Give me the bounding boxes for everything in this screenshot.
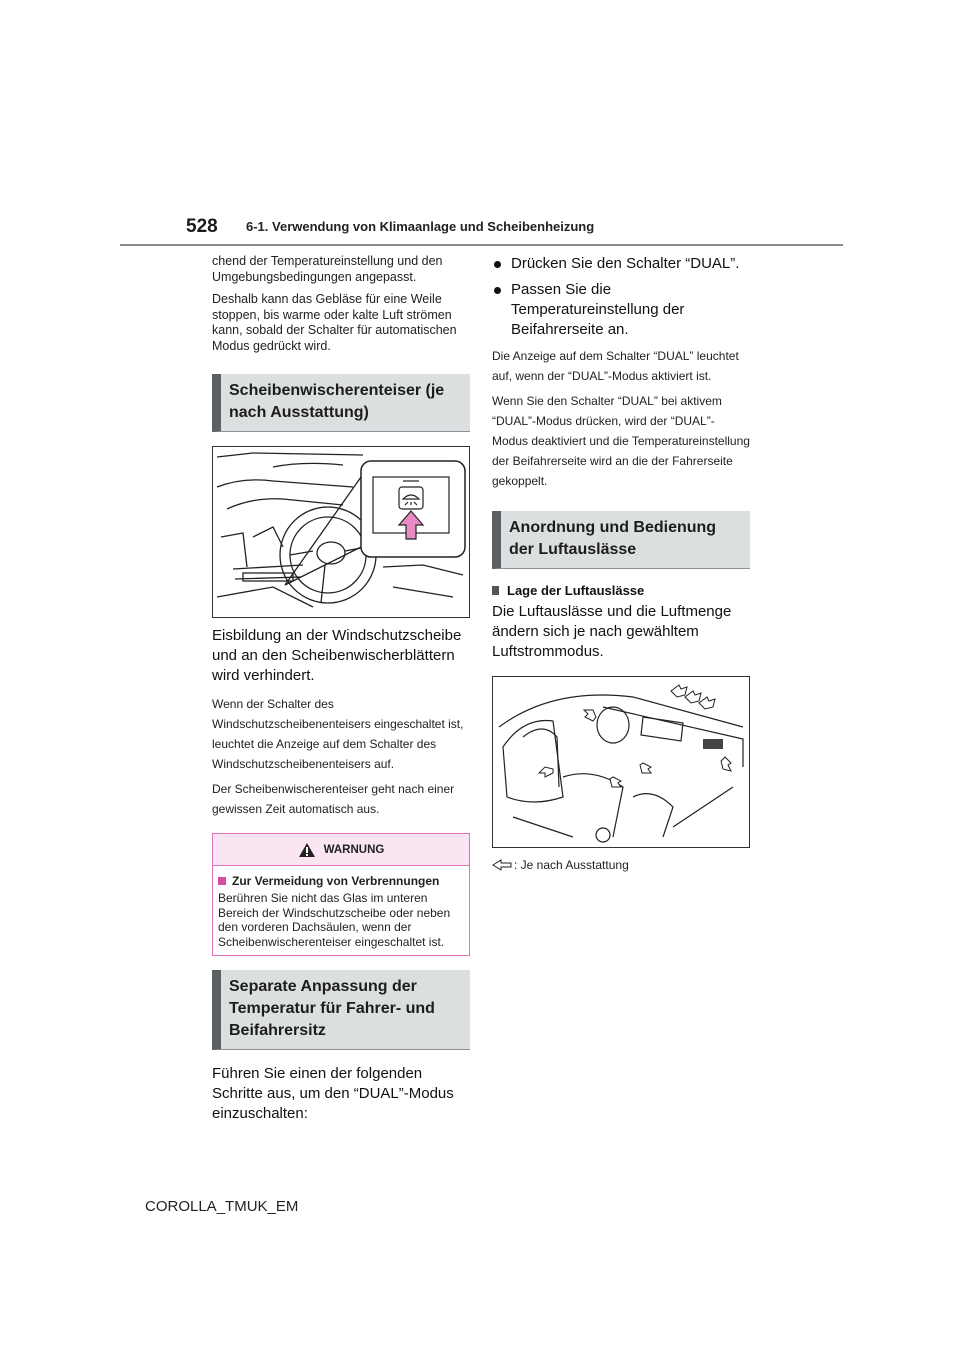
left-column [212,254,470,1132]
dual-paragraph-2: Wenn Sie den Schalter “DUAL” bei aktivem “DUAL”-Modus drücken, wird der “DUAL”-Modus deaktiviert und die Temperatureinstellung der Beifahrerseite wird an die der Fahrerseite gekoppelt. [492,394,750,488]
page-number: 528 [186,216,218,237]
right-column [492,254,750,872]
section-1-paragraph-2: Der Scheibenwischerenteiser geht nach einer gewissen Zeit automatisch aus. [212,782,455,816]
subheading-outlet-location [492,583,750,598]
warning-subtitle [218,874,464,888]
warning-text: Berühren Sie nicht das Glas im unteren Bereich der Windschutzscheibe oder neben den vorderen Dachsäulen, wenn der Scheibenwischerenteiser eingeschaltet ist. [218,891,451,949]
section-2-main-text: Führen Sie einen der folgenden Schritte aus, um den “DUAL”-Modus einzuschalten: [212,1065,454,1122]
vent-indicator [703,739,723,749]
bullet-dot-icon [494,261,501,268]
section-1-main-text: Eisbildung an der Windschutzscheibe und an den Scheibenwischerblättern wird verhindert. [212,627,462,684]
warning-triangle-icon [298,842,316,858]
section-title-wiper-deicer: Scheibenwischerenteiser (je nach Ausstattung) [212,374,470,432]
bullet-text: Drücken Sie den Schalter “DUAL”. [511,255,740,272]
warning-label: WARNUNG [323,843,385,856]
section-title-dual-temperature: Separate Anpassung der Temperatur für Fahrer- und Beifahrersitz [212,970,470,1050]
dashboard-illustration [213,447,469,617]
callout-lines [285,477,361,585]
warning-header [213,834,469,866]
equipment-note [492,858,750,872]
airflow-arrow-icon [492,859,512,871]
bullet-dot-icon [494,287,501,294]
cabin-illustration [493,677,749,847]
bullet-item [492,280,750,340]
section-1-paragraph-1: Wenn der Schalter des Windschutzscheibenenteisers eingeschaltet ist, leuchtet die Anzeige auf dem Schalter des Windschutzscheibenenteisers auf. [212,697,464,771]
wiper-deicer-figure [212,446,470,618]
warning-square-icon [218,877,226,885]
airflow-arrows [539,685,731,787]
document-code: COROLLA_TMUK_EM [145,1198,299,1215]
dual-paragraph-1: Die Anzeige auf dem Schalter “DUAL” leuchtet auf, wenn der “DUAL”-Modus aktiviert ist. [492,349,739,383]
section-3-main-text: Die Luftauslässe und die Luftmenge ändern sich je nach gewähltem Luftstrommodus. [492,603,732,660]
warning-box [212,833,470,956]
bullet-text: Passen Sie die Temperatureinstellung der Beifahrerseite an. [511,281,685,338]
subheading-text: Lage der Luftauslässe [507,583,645,598]
defroster-button [399,487,423,509]
section-title-air-outlets: Anordnung und Bedienung der Luftauslässe [492,511,750,569]
equipment-note-text: : Je nach Ausstattung [514,858,629,872]
intro-paragraph-1: chend der Temperatureinstellung und den Umgebungsbedingungen angepasst. [212,254,443,284]
air-outlets-figure [492,676,750,848]
chapter-title: 6-1. Verwendung von Klimaanlage und Scheibenheizung [246,219,595,234]
subheading-square-icon [492,586,499,595]
header-divider [120,244,843,246]
bullet-item [492,254,750,274]
intro-paragraph-2: Deshalb kann das Gebläse für eine Weile stoppen, bis warme oder kalte Luft strömen kann, sobald der Schalter für automatischen Modus gedrückt wird. [212,292,457,353]
warning-subtitle-text: Zur Vermeidung von Verbrennungen [232,874,440,888]
